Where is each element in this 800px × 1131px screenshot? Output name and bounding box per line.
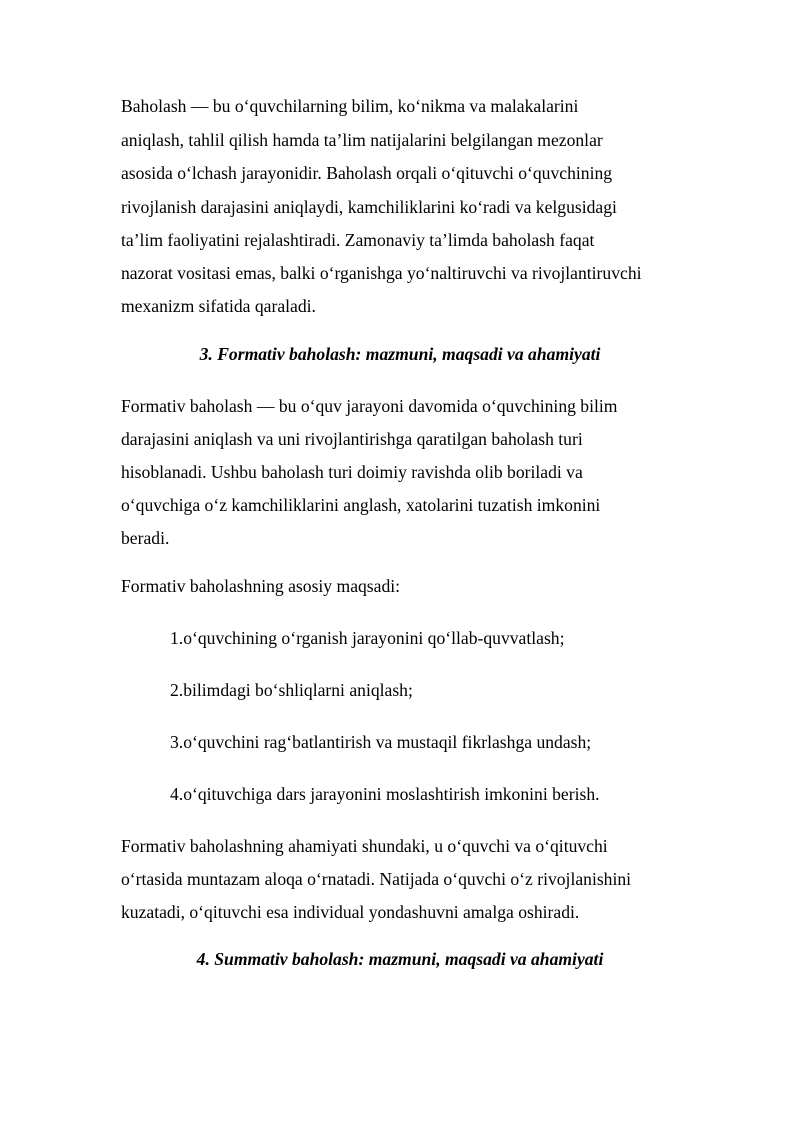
intro-line: rivojlanish darajasini aniqlaydi, kamchiliklarini ko‘radi va kelgusidagi bbox=[121, 197, 617, 217]
goal-list-item: 4.o‘qituvchiga dars jarayonini moslashtirish imkonini berish. bbox=[170, 784, 600, 804]
section-3-paragraph-line: darajasini aniqlash va uni rivojlantirishga qaratilgan baholash turi bbox=[121, 429, 583, 449]
goals-intro: Formativ baholashning asosiy maqsadi: bbox=[121, 576, 401, 596]
section-3-heading: 3. Formativ baholash: mazmuni, maqsadi va ahamiyati bbox=[199, 344, 601, 364]
section-4-heading: 4. Summativ baholash: mazmuni, maqsadi va ahamiyati bbox=[196, 949, 604, 969]
intro-line: ta’lim faoliyatini rejalashtiradi. Zamonaviy ta’limda baholash faqat bbox=[121, 230, 595, 250]
goal-list-item: 3.o‘quvchini rag‘batlantirish va mustaqil fikrlashga undash; bbox=[170, 732, 592, 752]
section-3-paragraph-line: beradi. bbox=[121, 528, 170, 548]
section-3-paragraph-line: hisoblanadi. Ushbu baholash turi doimiy ravishda olib boriladi va bbox=[121, 462, 583, 482]
goal-list-item: 1.o‘quvchining o‘rganish jarayonini qo‘llab-quvvatlash; bbox=[170, 628, 565, 648]
importance-line: kuzatadi, o‘qituvchi esa individual yondashuvni amalga oshiradi. bbox=[121, 902, 580, 922]
intro-line: aniqlash, tahlil qilish hamda ta’lim natijalarini belgilangan mezonlar bbox=[121, 130, 603, 150]
intro-line: asosida o‘lchash jarayonidir. Baholash orqali o‘qituvchi o‘quvchining bbox=[121, 163, 613, 183]
intro-line: nazorat vositasi emas, balki o‘rganishga yo‘naltiruvchi va rivojlantiruvchi bbox=[121, 263, 642, 283]
section-3-paragraph-line: o‘quvchiga o‘z kamchiliklarini anglash, xatolarini tuzatish imkonini bbox=[121, 495, 601, 515]
importance-line: o‘rtasida muntazam aloqa o‘rnatadi. Natijada o‘quvchi o‘z rivojlanishini bbox=[121, 869, 632, 889]
goal-list-item: 2.bilimdagi bo‘shliqlarni aniqlash; bbox=[170, 680, 413, 700]
intro-line: Baholash — bu o‘quvchilarning bilim, ko‘nikma va malakalarini bbox=[121, 96, 579, 116]
intro-line: mexanizm sifatida qaraladi. bbox=[121, 296, 316, 316]
section-3-paragraph-line: Formativ baholash — bu o‘quv jarayoni davomida o‘quvchining bilim bbox=[121, 396, 618, 416]
importance-line: Formativ baholashning ahamiyati shundaki, u o‘quvchi va o‘qituvchi bbox=[121, 836, 608, 856]
